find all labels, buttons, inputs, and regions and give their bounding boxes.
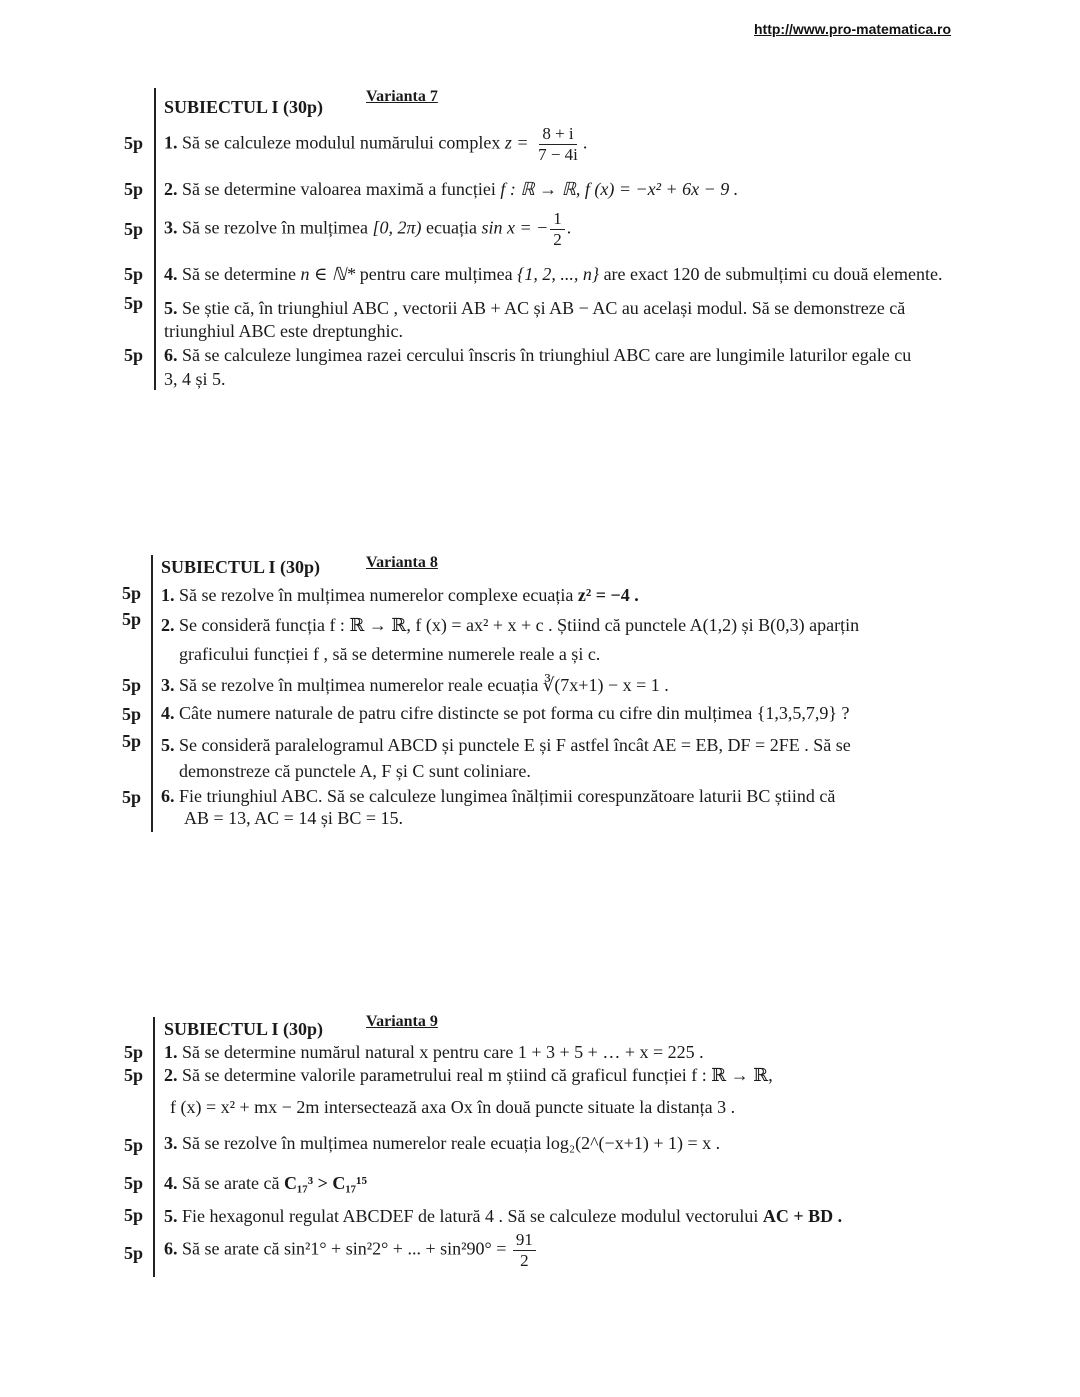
variant-label: Varianta 9 [366, 1013, 438, 1030]
problem-1: 1. Să se rezolve în mulțimea numerelor complexe ecuația z² = −4 . [161, 585, 639, 605]
divider-line [151, 555, 153, 832]
problem-3: 3. Să se rezolve în mulțimea numerelor reale ecuația ∛(7x+1) − x = 1 . [161, 675, 669, 695]
section-title: SUBIECTUL I (30p) [164, 97, 324, 117]
points-label: 5p [124, 345, 144, 365]
points-label: 5p [124, 1065, 144, 1085]
problem-6-continued: AB = 13, AC = 14 și BC = 15. [184, 808, 403, 828]
math-expr: z = [504, 132, 529, 153]
problem-2-continued: graficului funcției f , să se determine numerele reale a și c. [179, 644, 601, 664]
fraction: $\frac{1}{2}$ [550, 209, 565, 250]
problem-2-continued: f (x) = x² + mx − 2m intersectează axa Ox în două puncte situate la distanța 3 . [170, 1097, 736, 1117]
problem-6: 6. Să se arate că sin²1° + sin²2° + ... + sin²90° = $\frac{91}{2}$ [164, 1230, 538, 1271]
section-title: SUBIECTUL I (30p) [161, 557, 321, 577]
fraction: $\frac{8 + i}{7 - 4i}$ [538, 124, 578, 164]
problem-5-continued: triunghiul ABC este dreptunghic. [164, 321, 403, 341]
problem-6: 6. Să se calculeze lungimea razei cercului înscris în triunghiul ABC care are lungimile laturilor egale cu [164, 345, 912, 365]
points-label: 5p [124, 293, 144, 313]
problem-6: 6. Fie triunghiul ABC. Să se calculeze lungimea înălțimii corespunzătoare laturii BC știind că [161, 786, 836, 806]
problem-5: 5. Fie hexagonul regulat ABCDEF de latură 4 . Să se calculeze modulul vectorului AC + BD . [164, 1206, 843, 1226]
variant-label: Varianta 7 [366, 88, 438, 105]
points-label: 5p [124, 264, 144, 284]
problem-number: 1. [164, 132, 178, 153]
points-label: 5p [122, 609, 142, 629]
section-title: SUBIECTUL I (30p) [164, 1019, 324, 1039]
points-label: 5p [124, 1135, 144, 1155]
points-label: 5p [124, 1042, 144, 1062]
problem-3: 3. Să se rezolve în mulțimea [0, 2π) ecuația sin x = − $\frac{1}{2}$ . [164, 209, 572, 249]
points-label: 5p [122, 675, 142, 695]
points-label: 5p [124, 219, 144, 239]
problem-text: Să se calculeze modulul numărului complex [182, 132, 501, 153]
problem-5: 5. Se știe că, în triunghiul ABC , vectorii AB + AC și AB − AC au același modul. Să se demonstreze că [164, 298, 906, 318]
fraction: $\frac{91}{2}$ [513, 1230, 536, 1271]
points-label: 5p [124, 1173, 144, 1193]
points-label: 5p [122, 731, 142, 751]
points-label: 5p [124, 179, 144, 199]
divider-line [154, 88, 156, 390]
points-label: 5p [122, 787, 142, 807]
site-url-link[interactable]: http://www.pro-matematica.ro [754, 21, 952, 37]
problem-2: 2. Să se determine valoarea maximă a funcției f : ℝ → ℝ, f (x) = −x² + 6x − 9 . [164, 179, 739, 199]
points-label: 5p [122, 704, 142, 724]
points-label: 5p [124, 1205, 144, 1225]
points-label: 5p [124, 1243, 144, 1263]
problem-4: 4. Să se arate că C₁₇³ > C₁₇¹⁵ [164, 1173, 367, 1193]
problem-4: 4. Câte numere naturale de patru cifre distincte se pot forma cu cifre din mulțimea {1,3,5,7,9} ? [161, 703, 850, 723]
problem-2: 2. Se consideră funcția f : ℝ → ℝ, f (x) = ax² + x + c . Știind că punctele A(1,2) și B(0,3) aparțin [161, 615, 860, 635]
divider-line [153, 1017, 155, 1277]
problem-1: 1. Să se determine numărul natural x pentru care 1 + 3 + 5 + … + x = 225 . [164, 1042, 704, 1062]
problem-2: 2. Să se determine valorile parametrului real m știind că graficul funcției f : ℝ → ℝ, [164, 1065, 773, 1085]
points-label: 5p [124, 133, 144, 153]
variant-label: Varianta 8 [366, 554, 438, 571]
problem-4: 4. Să se determine n ∈ ℕ* pentru care mulțimea {1, 2, ..., n} are exact 120 de submulțimi cu două elemente. [164, 264, 943, 284]
points-label: 5p [122, 583, 142, 603]
problem-3: 3. Să se rezolve în mulțimea numerelor reale ecuația log₂(2^(−x+1) + 1) = x . [164, 1133, 721, 1153]
math-expr: f : ℝ → ℝ, f (x) = −x² + 6x − 9 . [500, 179, 739, 199]
problem-5: 5. Se consideră paralelogramul ABCD și punctele E și F astfel încât AE = EB, DF = 2FE . Să se [161, 735, 851, 755]
problem-5-continued: demonstreze că punctele A, F și C sunt coliniare. [179, 761, 531, 781]
problem-1: 1. Să se calculeze modulul numărului complex z = $\frac{8 + i}{7 - 4i}$ . [164, 124, 588, 164]
problem-6-continued: 3, 4 și 5. [164, 369, 226, 389]
